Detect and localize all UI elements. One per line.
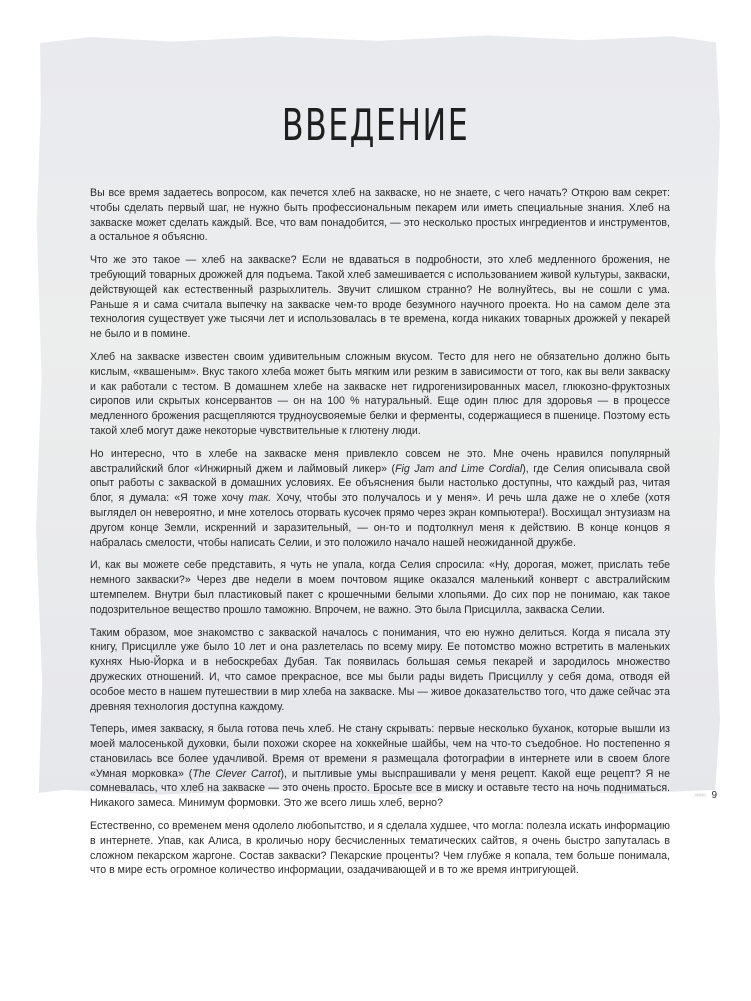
body-text: [90, 186, 670, 886]
paragraph: Таким образом, мое знакомство с закваской началось с понимания, что ею нужно делиться. Когда я писала эту книгу, Присцилле уже было 10 лет и она разлетелась по всему миру. Ее потомство можно встретить в маленьких кухнях Нью-Йорка и в небоскребах Дубая. Так появилась большая семья пекарей и зародилось множество дружеских отношений. И, что самое прекрасное, все мы были рады видеть Присциллу у себя дома, отводя ей особое место в нашем путешествии в мир хлеба на закваске. Мы — живое доказательство того, что даже сейчас эта древняя технология доступна каждому.: [90, 626, 670, 713]
page-title: ВВЕДЕНИЕ: [281, 100, 470, 151]
paragraph: [90, 722, 670, 811]
emphasis: так.: [248, 492, 272, 505]
paragraph: И, как вы можете себе представить, я чуть не упала, когда Селия спросила: «Ну, дорогая, может, прислать тебе немного закваски?» Через две недели в моем почтовом ящике оказался маленький конверт с австралийским штемпелем. Внутри был пластиковый пакет с крошечными белыми хлопьями. До сих пор не понимаю, как такое подозрительное вещество прошло таможню. Впрочем, не важно. Это была Присцилла, закваска Селии.: [90, 559, 670, 616]
blog-title-english: The Clever Carrot: [192, 767, 281, 780]
paragraph-text: ), где Селия описывала свой опыт работы с закваской в домашних условиях. Ее объяснения были настолько доступны, что каждый раз, читая блог, я думала: «Я тоже хочу: [90, 462, 670, 505]
page-marker-decoration: »»»»: [693, 792, 706, 799]
blog-title-english: Fig Jam and Lime Cordial: [395, 462, 523, 475]
paragraph-text: Но интересно, что в хлебе на закваске меня привлекло совсем не это. Мне очень нравился популярный австралийский блог «Инжирный джем и лаймовый ликер» (: [90, 447, 670, 475]
paragraph: [90, 447, 670, 551]
paragraph: Естественно, со временем меня одолело любопытство, и я сделала худшее, что могла: полезла искать информацию в интернете. Упав, как Алиса, в кроличью нору бесчисленных тематических сайтов, я очень быстро запуталась в сложном пекарском жаргоне. Состав закваски? Пекарские проценты? Чем глубже я копала, тем больше понимала, что в мире есть огромное количество информации, озадачивающей и в то же время интригующей.: [90, 820, 670, 877]
page-number: 9: [711, 790, 717, 801]
paragraph-text: Теперь, имея закваску, я была готова печь хлеб. Не стану скрывать: первые несколько буханок, которые вышли из моей малосенькой духовки, были похожи скорее на хоккейные шайбы, чем на что-то съедобное. Но постепенно я становилась все более удачливой. Время от времени я размещала фотографии в интернете или в своем блоге «Умная морковка» (: [90, 723, 670, 780]
paragraph-text: ), и пытливые умы выспрашивали у меня рецепт. Какой еще рецепт? Я не сомневалась, что хлеб на закваске — это очень просто. Бросьте все в миску и оставьте тесто на ночь подниматься. Никакого замеса. Минимум формовки. Это же всего лишь хлеб, верно?: [90, 767, 670, 810]
page-footer: [694, 790, 717, 801]
paragraph: Хлеб на закваске известен своим удивительным сложным вкусом. Тесто для него не обязательно должно быть кислым, «квашеным». Вкус такого хлеба может быть мягким или резким в зависимости от того, как вы вели закваску и как работали с тестом. В домашнем хлебе на закваске нет гидрогенизированных масел, глюкозно-фруктозных сиропов или скрытых консервантов — он на 100 % натуральный. Еще один плюс для здоровья — в процессе медленного брожения расщепляются трудноусвояемые белки и ферменты, содержащиеся в пшенице. Поэтому есть такой хлеб могут даже некоторые чувствительные к глютену люди.: [90, 350, 670, 437]
paragraph-text: Хочу, чтобы это получалось и у меня». И речь шла даже не о хлебе (хотя выглядел он невероятно, и мне хотелось оторвать кусочек прямо через экран компьютера!). Восхищал энтузиазм на другом конце Земли, искренний и заразительный, — он-то и подтолкнул меня к действию. В конце концов я набралась смелости, чтобы написать Селии, и это положило начало нашей неожиданной дружбе.: [90, 492, 670, 549]
paragraph: Вы все время задаетесь вопросом, как печется хлеб на закваске, но не знаете, с чего начать? Открою вам секрет: чтобы сделать первый шаг, не нужно быть профессиональным пекарем или иметь специальные знания. Хлеб на закваске может сделать каждый. Все, что вам понадобится, — это несколько простых ингредиентов и инструментов, а остальное я объясню.: [90, 187, 670, 244]
paragraph: Что же это такое — хлеб на закваске? Если не вдаваться в подробности, это хлеб медленного брожения, не требующий товарных дрожжей для подъема. Такой хлеб замешивается с использованием живой культуры, закваски, действующей как естественный разрыхлитель. Звучит слишком странно? Не волнуйтесь, вы не сошли с ума. Раньше я и сама считала выпечку на закваске чем-то вроде безумного научного проекта. Но на самом деле эта технология существует уже тысячи лет и использовалась в те времена, когда никаких товарных дрожжей у пекарей не было и в помине.: [90, 254, 670, 341]
